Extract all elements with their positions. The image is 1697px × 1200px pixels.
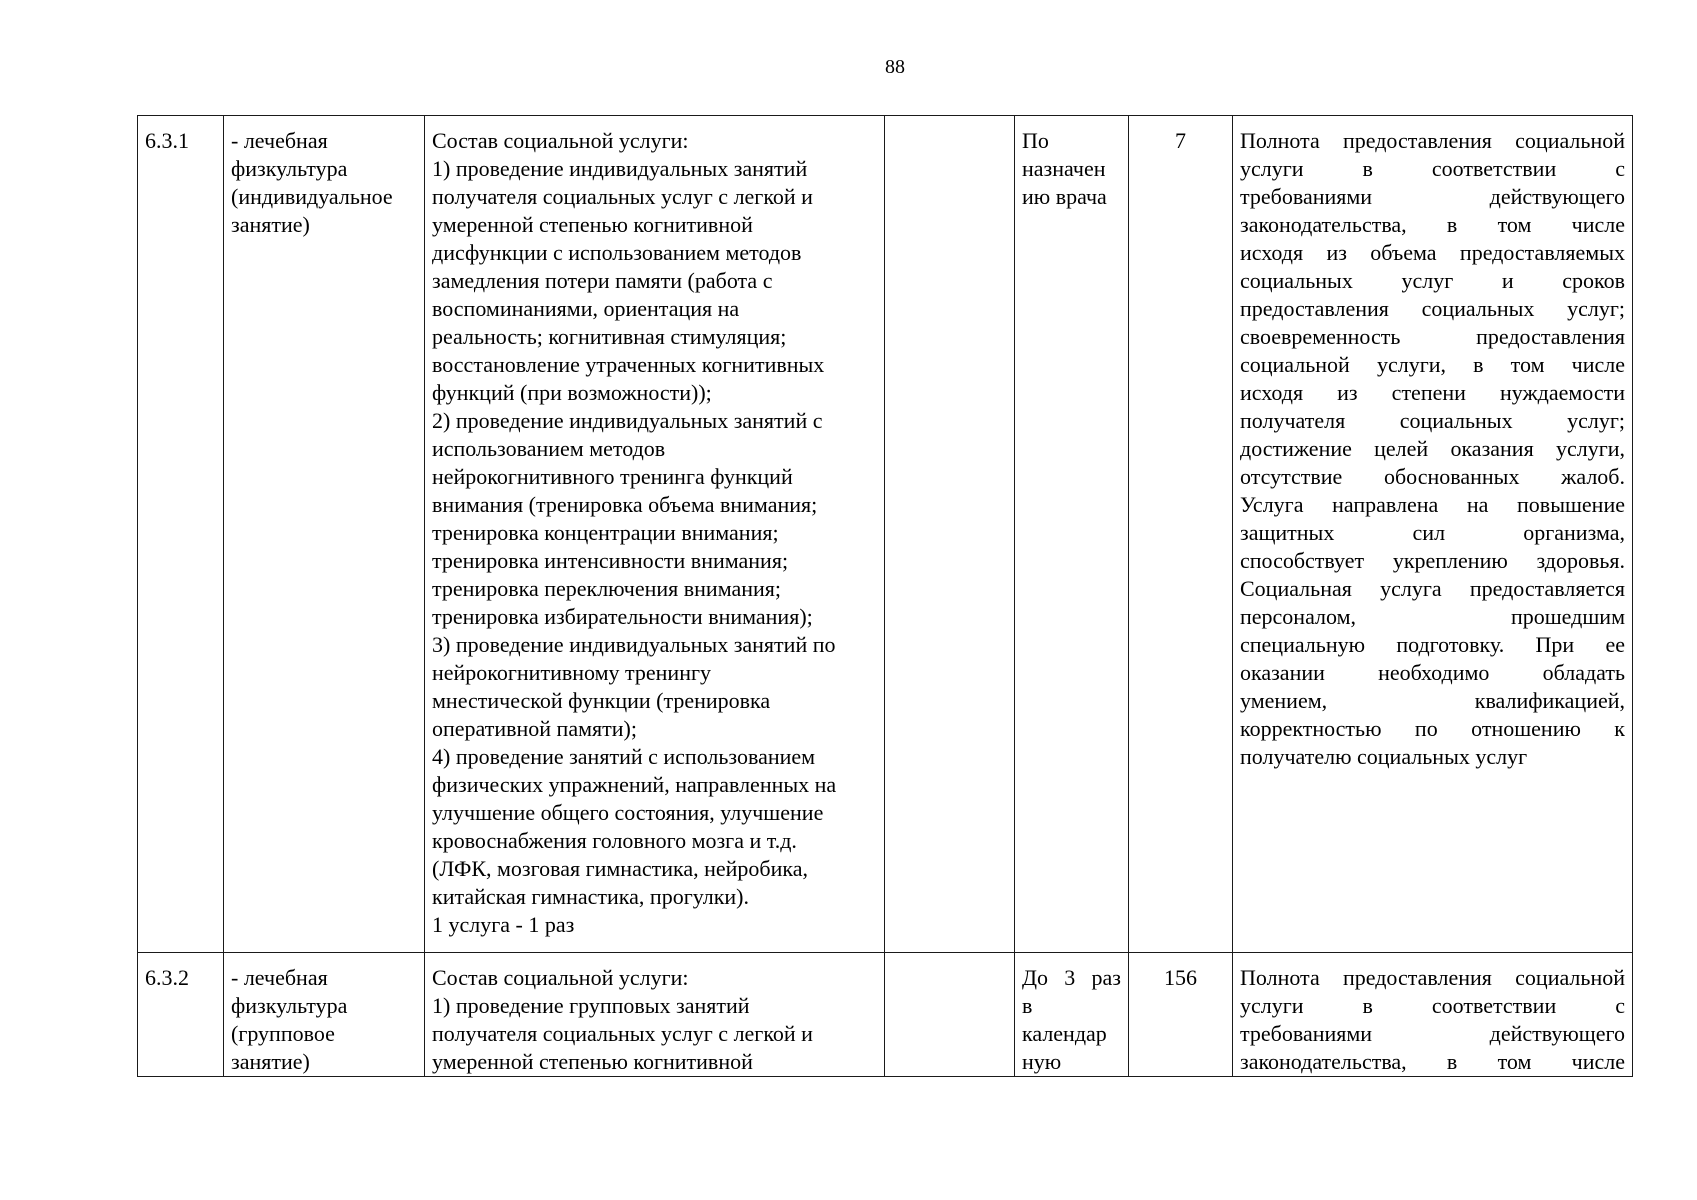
text-line: ную bbox=[1022, 1049, 1062, 1074]
text-line: Состав социальной услуги: bbox=[432, 128, 689, 153]
text-line: отсутствие обоснованных жалоб. bbox=[1240, 464, 1625, 489]
text-line: способствует укреплению здоровья. bbox=[1240, 548, 1625, 573]
text-line: 1 услуга - 1 раз bbox=[432, 912, 575, 937]
service-name-cell bbox=[224, 953, 425, 1077]
service-name-cell bbox=[224, 116, 425, 953]
quality-cell bbox=[1233, 953, 1633, 1077]
empty-cell bbox=[885, 116, 1015, 953]
text-line: Социальная услуга предоставляется bbox=[1240, 576, 1625, 601]
text-line: требованиями действующего bbox=[1240, 184, 1625, 209]
service-count: 7 bbox=[1175, 128, 1186, 153]
text-line: (ЛФК, мозговая гимнастика, нейробика, bbox=[432, 856, 809, 881]
text-line: физкультура bbox=[231, 993, 348, 1018]
frequency-cell bbox=[1015, 116, 1129, 953]
text-line: тренировка переключения внимания; bbox=[432, 576, 782, 601]
text-line: физкультура bbox=[231, 156, 348, 181]
service-code-cell bbox=[138, 953, 224, 1077]
text-line: оказании необходимо обладать bbox=[1240, 660, 1625, 685]
count-cell bbox=[1129, 953, 1233, 1077]
text-line: исходя из степени нуждаемости bbox=[1240, 380, 1625, 405]
text-line: умеренной степенью когнитивной bbox=[432, 1049, 753, 1074]
text-line: специальную подготовку. При ее bbox=[1240, 632, 1625, 657]
text-line: оперативной памяти); bbox=[432, 716, 637, 741]
text-line: По bbox=[1022, 128, 1049, 153]
table-row bbox=[138, 953, 1633, 1077]
text-line: нейрокогнитивного тренинга функций bbox=[432, 464, 793, 489]
text-line: получателя социальных услуг с легкой и bbox=[432, 1021, 813, 1046]
text-line: реальность; когнитивная стимуляция; bbox=[432, 324, 787, 349]
text-line: дисфункции с использованием методов bbox=[432, 240, 802, 265]
text-line: - лечебная bbox=[231, 128, 328, 153]
text-line: достижение целей оказания услуги, bbox=[1240, 436, 1625, 461]
text-line: занятие) bbox=[231, 1049, 310, 1074]
service-count: 156 bbox=[1164, 965, 1197, 990]
text-line: мнестической функции (тренировка bbox=[432, 688, 771, 713]
text-line: в bbox=[1022, 993, 1033, 1018]
text-line: - лечебная bbox=[231, 965, 328, 990]
text-line: 2) проведение индивидуальных занятий с bbox=[432, 408, 823, 433]
page-number: 88 bbox=[885, 56, 905, 78]
text-line: тренировка концентрации внимания; bbox=[432, 520, 779, 545]
text-line: тренировка избирательности внимания); bbox=[432, 604, 813, 629]
text-line: законодательства, в том числе bbox=[1240, 212, 1625, 237]
services-table bbox=[137, 115, 1633, 1077]
text-line: календар bbox=[1022, 1021, 1107, 1046]
text-line: физических упражнений, направленных на bbox=[432, 772, 837, 797]
text-line: персоналом, прошедшим bbox=[1240, 604, 1625, 629]
text-line: Полнота предоставления социальной bbox=[1240, 128, 1625, 153]
text-line: услуги в соответствии с bbox=[1240, 156, 1625, 181]
text-line: услуги в соответствии с bbox=[1240, 993, 1625, 1018]
service-code-cell bbox=[138, 116, 224, 953]
text-line: 1) проведение индивидуальных занятий bbox=[432, 156, 808, 181]
text-line: ию врача bbox=[1022, 184, 1107, 209]
text-line: социальной услуги, в том числе bbox=[1240, 352, 1625, 377]
text-line: использованием методов bbox=[432, 436, 666, 461]
text-line: нейрокогнитивному тренингу bbox=[432, 660, 711, 685]
service-code: 6.3.1 bbox=[145, 128, 189, 153]
text-line: функций (при возможности)); bbox=[432, 380, 712, 405]
text-line: получателя социальных услуг; bbox=[1240, 408, 1625, 433]
quality-cell bbox=[1233, 116, 1633, 953]
text-line: исходя из объема предоставляемых bbox=[1240, 240, 1625, 265]
text-line: Услуга направлена на повышение bbox=[1240, 492, 1625, 517]
text-line: кровоснабжения головного мозга и т.д. bbox=[432, 828, 797, 853]
text-line: замедления потери памяти (работа с bbox=[432, 268, 773, 293]
text-line: (индивидуальное bbox=[231, 184, 393, 209]
text-line: китайская гимнастика, прогулки). bbox=[432, 884, 750, 909]
text-line: внимания (тренировка объема внимания; bbox=[432, 492, 818, 517]
text-line: улучшение общего состояния, улучшение bbox=[432, 800, 824, 825]
empty-cell bbox=[885, 953, 1015, 1077]
text-line: корректностью по отношению к bbox=[1240, 716, 1625, 741]
text-line: тренировка интенсивности внимания; bbox=[432, 548, 789, 573]
text-line: законодательства, в том числе bbox=[1240, 1049, 1625, 1074]
text-line: получателя социальных услуг с легкой и bbox=[432, 184, 813, 209]
count-cell bbox=[1129, 116, 1233, 953]
text-line: предоставления социальных услуг; bbox=[1240, 296, 1625, 321]
text-line: умением, квалификацией, bbox=[1240, 688, 1625, 713]
text-line: получателю социальных услуг bbox=[1240, 744, 1528, 769]
text-line: До 3 раз bbox=[1022, 965, 1121, 990]
table-row bbox=[138, 116, 1633, 953]
text-line: умеренной степенью когнитивной bbox=[432, 212, 753, 237]
text-line: требованиями действующего bbox=[1240, 1021, 1625, 1046]
service-code: 6.3.2 bbox=[145, 965, 189, 990]
text-line: Состав социальной услуги: bbox=[432, 965, 689, 990]
text-line: 1) проведение групповых занятий bbox=[432, 993, 750, 1018]
text-line: (групповое bbox=[231, 1021, 335, 1046]
text-line: социальных услуг и сроков bbox=[1240, 268, 1625, 293]
text-line: Полнота предоставления социальной bbox=[1240, 965, 1625, 990]
text-line: восстановление утраченных когнитивных bbox=[432, 352, 825, 377]
service-content-cell bbox=[425, 116, 885, 953]
text-line: своевременность предоставления bbox=[1240, 324, 1625, 349]
text-line: защитных сил организма, bbox=[1240, 520, 1625, 545]
text-line: воспоминаниями, ориентация на bbox=[432, 296, 740, 321]
text-line: назначен bbox=[1022, 156, 1106, 181]
service-content-cell bbox=[425, 953, 885, 1077]
text-line: занятие) bbox=[231, 212, 310, 237]
text-line: 4) проведение занятий с использованием bbox=[432, 744, 816, 769]
text-line: 3) проведение индивидуальных занятий по bbox=[432, 632, 836, 657]
frequency-cell bbox=[1015, 953, 1129, 1077]
